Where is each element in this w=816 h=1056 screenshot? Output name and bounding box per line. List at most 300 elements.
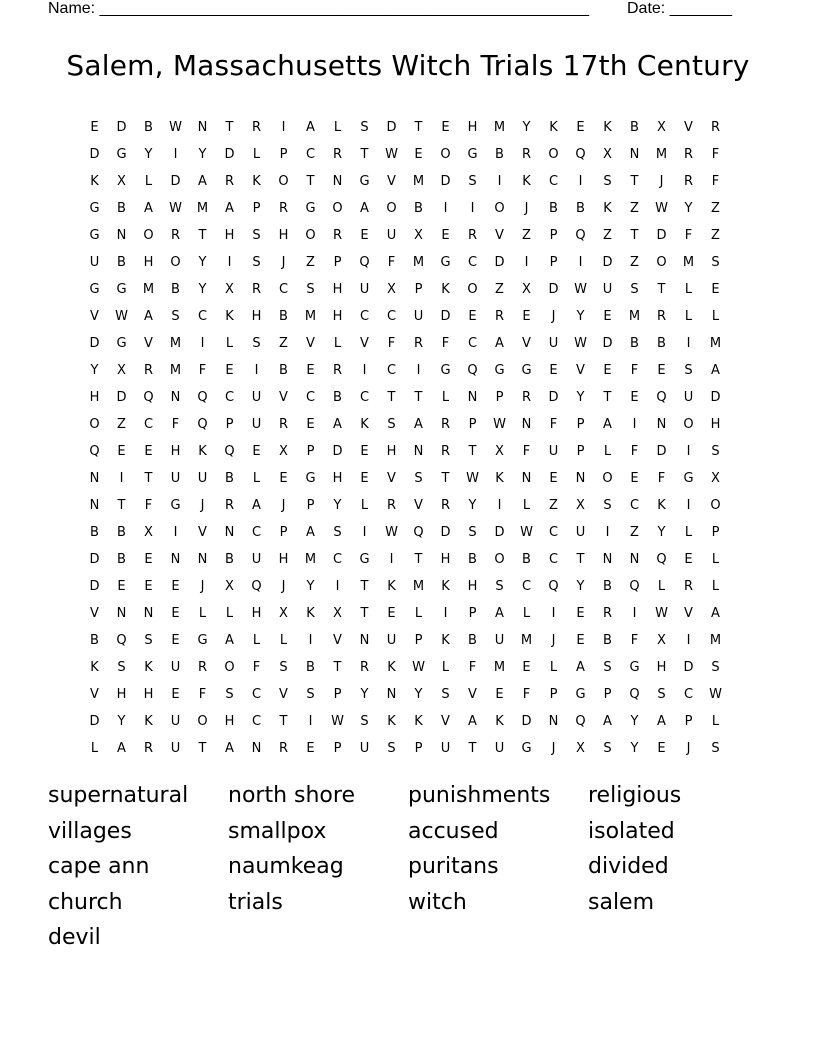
grid-letter: S (657, 687, 666, 702)
grid-letter: I (443, 606, 448, 621)
grid-letter: T (414, 552, 423, 567)
word-bank-item: salem (588, 889, 655, 915)
grid-letter: H (89, 390, 100, 405)
grid-letter: C (467, 255, 478, 270)
grid-letter: U (413, 309, 424, 324)
grid-letter: X (522, 282, 531, 297)
grid-letter: Y (117, 714, 126, 729)
grid-letter: U (602, 282, 613, 297)
grid-letter: I (308, 714, 313, 729)
grid-letter: K (522, 174, 531, 189)
grid-letter: K (198, 444, 207, 459)
grid-letter: K (414, 714, 423, 729)
word-bank-item: north shore (228, 783, 355, 808)
grid-letter: H (224, 714, 235, 729)
grid-letter: Z (630, 525, 639, 540)
grid-letter: Q (575, 147, 586, 162)
grid-letter: F (387, 255, 396, 270)
grid-letter: R (521, 147, 532, 162)
grid-letter: D (548, 282, 559, 297)
grid-letter: L (333, 120, 342, 135)
grid-letter: I (281, 120, 286, 135)
grid-letter: B (279, 363, 288, 378)
grid-letter: D (494, 255, 505, 270)
grid-letter: M (628, 309, 641, 324)
grid-letter: W (115, 309, 128, 324)
grid-letter: K (252, 174, 261, 189)
grid-letter: N (89, 498, 100, 513)
grid-letter: B (603, 633, 612, 648)
grid-letter: Z (711, 201, 720, 216)
grid-letter: K (441, 579, 450, 594)
grid-letter: V (441, 714, 450, 729)
grid-letter: Z (117, 417, 126, 432)
grid-letter: T (198, 228, 207, 243)
grid-letter: M (709, 336, 722, 351)
grid-letter: K (90, 174, 99, 189)
grid-letter: E (468, 309, 477, 324)
word-search-grid (81, 114, 729, 762)
grid-letter: Q (575, 228, 586, 243)
grid-letter: Q (575, 714, 586, 729)
grid-letter: K (387, 579, 396, 594)
grid-letter: N (629, 147, 640, 162)
grid-letter: T (279, 714, 288, 729)
grid-letter: C (332, 552, 343, 567)
grid-letter: E (306, 363, 315, 378)
word-bank-item: naumkeag (228, 854, 344, 879)
grid-letter: A (225, 201, 234, 216)
grid-letter: Z (495, 282, 504, 297)
grid-letter: G (305, 471, 316, 486)
grid-letter: I (119, 471, 124, 486)
grid-letter: S (495, 579, 504, 594)
grid-letter: I (470, 201, 475, 216)
grid-letter: C (548, 552, 559, 567)
grid-letter: P (549, 687, 558, 702)
grid-letter: Q (629, 687, 640, 702)
grid-letter: R (278, 417, 289, 432)
grid-letter: C (683, 687, 694, 702)
grid-letter: X (657, 120, 666, 135)
grid-letter: R (413, 336, 424, 351)
grid-letter: M (709, 633, 722, 648)
grid-letter: M (142, 282, 155, 297)
grid-letter: P (549, 255, 558, 270)
grid-letter: F (630, 633, 639, 648)
grid-letter: J (551, 741, 556, 756)
grid-letter: E (603, 363, 612, 378)
grid-letter: Y (90, 363, 99, 378)
grid-letter: R (332, 228, 343, 243)
grid-letter: Q (413, 525, 424, 540)
grid-letter: C (521, 579, 532, 594)
grid-letter: D (224, 147, 235, 162)
grid-letter: C (548, 174, 559, 189)
grid-letter: N (413, 444, 424, 459)
grid-letter: I (686, 444, 691, 459)
grid-letter: U (359, 741, 370, 756)
grid-letter: E (117, 579, 126, 594)
grid-letter: G (575, 687, 586, 702)
grid-letter: A (603, 714, 612, 729)
grid-letter: N (629, 552, 640, 567)
grid-letter: D (494, 525, 505, 540)
grid-letter: B (144, 120, 153, 135)
grid-letter: B (630, 120, 639, 135)
grid-letter: X (387, 282, 396, 297)
grid-letter: E (90, 120, 99, 135)
grid-letter: E (576, 606, 585, 621)
grid-letter: R (278, 201, 289, 216)
grid-letter: O (467, 282, 478, 297)
grid-letter: T (468, 444, 477, 459)
grid-letter: A (306, 120, 315, 135)
grid-letter: U (494, 741, 505, 756)
grid-letter: X (225, 282, 234, 297)
grid-letter: H (467, 579, 478, 594)
grid-letter: Q (251, 579, 262, 594)
grid-letter: H (332, 471, 343, 486)
grid-letter: L (252, 633, 261, 648)
grid-letter: F (684, 228, 693, 243)
grid-letter: V (360, 336, 369, 351)
grid-letter: H (251, 606, 262, 621)
grid-letter: L (522, 498, 531, 513)
grid-letter: V (522, 336, 531, 351)
grid-letter: I (308, 633, 313, 648)
grid-letter: F (657, 471, 666, 486)
grid-letter: O (494, 201, 505, 216)
grid-letter: G (521, 363, 532, 378)
grid-letter: P (576, 444, 585, 459)
grid-letter: L (360, 498, 369, 513)
grid-letter: A (360, 201, 369, 216)
grid-letter: D (89, 336, 100, 351)
grid-letter: E (441, 228, 450, 243)
grid-letter: R (656, 309, 667, 324)
word-bank-item: isolated (588, 818, 675, 844)
grid-letter: W (466, 471, 479, 486)
grid-letter: Y (657, 525, 666, 540)
grid-letter: P (549, 228, 558, 243)
grid-letter: E (630, 390, 639, 405)
grid-letter: A (144, 309, 153, 324)
grid-letter: E (549, 363, 558, 378)
grid-letter: N (575, 471, 586, 486)
grid-letter: P (333, 741, 342, 756)
grid-letter: Q (467, 363, 478, 378)
grid-letter: A (117, 741, 126, 756)
grid-letter: C (467, 336, 478, 351)
grid-letter: H (467, 120, 478, 135)
grid-letter: G (305, 201, 316, 216)
grid-letter: K (603, 120, 612, 135)
grid-letter: E (495, 687, 504, 702)
grid-letter: J (200, 498, 205, 513)
grid-letter: B (90, 633, 99, 648)
grid-letter: Z (603, 228, 612, 243)
grid-letter: Q (224, 444, 235, 459)
grid-letter: V (306, 336, 315, 351)
grid-letter: S (333, 525, 342, 540)
grid-letter: P (468, 606, 477, 621)
grid-letter: V (468, 687, 477, 702)
grid-letter: E (576, 120, 585, 135)
grid-letter: A (711, 606, 720, 621)
grid-letter: E (225, 363, 234, 378)
grid-letter: X (117, 174, 126, 189)
grid-letter: W (520, 525, 533, 540)
grid-letter: U (251, 417, 262, 432)
grid-letter: J (551, 309, 556, 324)
grid-letter: J (281, 498, 286, 513)
grid-letter: V (279, 390, 288, 405)
grid-letter: V (387, 471, 396, 486)
grid-letter: I (524, 255, 529, 270)
grid-letter: D (602, 336, 613, 351)
grid-letter: B (522, 552, 531, 567)
grid-letter: H (332, 282, 343, 297)
grid-letter: Y (684, 201, 693, 216)
grid-letter: N (197, 552, 208, 567)
grid-letter: A (468, 714, 477, 729)
grid-letter: X (117, 363, 126, 378)
grid-letter: E (279, 471, 288, 486)
grid-letter: G (467, 147, 478, 162)
grid-letter: N (89, 471, 100, 486)
grid-letter: D (89, 147, 100, 162)
grid-letter: Y (576, 309, 585, 324)
grid-letter: T (576, 552, 585, 567)
grid-letter: O (602, 471, 613, 486)
grid-letter: B (171, 282, 180, 297)
grid-letter: T (198, 741, 207, 756)
grid-letter: R (332, 147, 343, 162)
grid-letter: W (385, 525, 398, 540)
grid-letter: B (117, 525, 126, 540)
page-title: Salem, Massachusetts Witch Trials 17th Century (66, 49, 750, 82)
grid-letter: L (711, 552, 720, 567)
word-bank-item: trials (228, 889, 283, 915)
grid-letter: Z (522, 228, 531, 243)
grid-letter: D (89, 552, 100, 567)
grid-letter: L (711, 579, 720, 594)
grid-letter: P (711, 525, 720, 540)
grid-letter: D (440, 309, 451, 324)
grid-letter: P (279, 525, 288, 540)
grid-letter: V (198, 525, 207, 540)
grid-letter: G (89, 201, 100, 216)
grid-letter: E (522, 309, 531, 324)
grid-letter: M (682, 255, 695, 270)
grid-letter: Q (548, 579, 559, 594)
grid-letter: A (657, 714, 666, 729)
grid-letter: F (171, 417, 180, 432)
grid-letter: O (197, 714, 208, 729)
grid-letter: E (144, 552, 153, 567)
grid-letter: O (683, 417, 694, 432)
grid-letter: T (630, 228, 639, 243)
grid-letter: S (711, 660, 720, 675)
grid-letter: Y (576, 390, 585, 405)
grid-letter: S (603, 498, 612, 513)
grid-letter: S (279, 660, 288, 675)
grid-letter: B (414, 201, 423, 216)
grid-letter: Z (549, 498, 558, 513)
grid-letter: O (710, 498, 721, 513)
grid-letter: P (306, 444, 315, 459)
grid-letter: B (225, 552, 234, 567)
grid-letter: F (549, 417, 558, 432)
grid-letter: B (603, 579, 612, 594)
grid-letter: I (200, 336, 205, 351)
grid-letter: E (441, 120, 450, 135)
grid-letter: H (656, 660, 667, 675)
grid-letter: B (90, 525, 99, 540)
grid-letter: Q (656, 390, 667, 405)
grid-letter: K (387, 714, 396, 729)
grid-letter: H (440, 552, 451, 567)
grid-letter: A (144, 201, 153, 216)
grid-letter: U (386, 228, 397, 243)
grid-letter: K (495, 471, 504, 486)
grid-letter: C (251, 525, 262, 540)
grid-letter: H (170, 444, 181, 459)
grid-letter: J (551, 633, 556, 648)
grid-letter: M (493, 660, 506, 675)
grid-letter: W (169, 120, 182, 135)
grid-letter: I (578, 174, 583, 189)
grid-letter: G (116, 336, 127, 351)
grid-letter: L (684, 309, 693, 324)
grid-letter: F (144, 498, 153, 513)
grid-letter: N (332, 174, 343, 189)
grid-letter: D (116, 390, 127, 405)
grid-letter: W (709, 687, 722, 702)
grid-letter: Y (468, 498, 477, 513)
grid-letter: S (252, 255, 261, 270)
grid-letter: U (575, 525, 586, 540)
grid-letter: O (494, 552, 505, 567)
grid-letter: U (548, 444, 559, 459)
grid-letter: W (412, 660, 425, 675)
grid-letter: O (278, 174, 289, 189)
grid-letter: L (684, 525, 693, 540)
word-bank-item: devil (48, 925, 101, 950)
grid-letter: I (443, 201, 448, 216)
grid-letter: D (440, 525, 451, 540)
grid-letter: Z (279, 336, 288, 351)
grid-letter: T (360, 606, 369, 621)
grid-letter: X (603, 147, 612, 162)
grid-letter: L (684, 282, 693, 297)
grid-letter: U (359, 282, 370, 297)
grid-letter: S (684, 363, 693, 378)
grid-letter: E (360, 444, 369, 459)
grid-letter: S (630, 282, 639, 297)
grid-letter: J (281, 579, 286, 594)
grid-letter: W (331, 714, 344, 729)
grid-letter: B (630, 336, 639, 351)
grid-letter: N (170, 552, 181, 567)
grid-letter: Y (630, 714, 639, 729)
grid-letter: I (173, 147, 178, 162)
grid-letter: F (711, 147, 720, 162)
grid-letter: H (278, 552, 289, 567)
grid-letter: C (305, 147, 316, 162)
grid-letter: A (198, 174, 207, 189)
grid-letter: J (524, 201, 529, 216)
word-bank-item: puritans (408, 854, 499, 879)
grid-letter: E (603, 309, 612, 324)
grid-letter: S (468, 174, 477, 189)
grid-letter: S (225, 687, 234, 702)
grid-letter: C (386, 309, 397, 324)
grid-letter: J (281, 255, 286, 270)
grid-letter: L (225, 336, 234, 351)
grid-letter: Q (143, 390, 154, 405)
grid-letter: A (252, 498, 261, 513)
grid-letter: D (116, 120, 127, 135)
grid-letter: S (306, 687, 315, 702)
grid-letter: Q (197, 417, 208, 432)
grid-letter: V (90, 606, 99, 621)
grid-letter: S (117, 660, 126, 675)
grid-letter: R (386, 498, 397, 513)
grid-letter: M (493, 120, 506, 135)
grid-letter: X (711, 471, 720, 486)
grid-letter: T (441, 471, 450, 486)
grid-letter: E (171, 687, 180, 702)
grid-letter: C (278, 282, 289, 297)
grid-letter: U (494, 633, 505, 648)
grid-letter: B (306, 660, 315, 675)
grid-letter: N (197, 120, 208, 135)
grid-letter: Y (333, 498, 342, 513)
grid-letter: Z (306, 255, 315, 270)
grid-letter: F (468, 660, 477, 675)
grid-letter: P (414, 282, 423, 297)
grid-letter: U (386, 633, 397, 648)
word-bank-item: cape ann (48, 854, 150, 879)
grid-letter: N (143, 606, 154, 621)
word-bank (48, 780, 768, 958)
grid-letter: V (684, 606, 693, 621)
grid-letter: L (603, 444, 612, 459)
grid-letter: I (632, 417, 637, 432)
grid-letter: I (578, 255, 583, 270)
grid-letter: K (144, 714, 153, 729)
grid-letter: F (630, 363, 639, 378)
grid-letter: N (116, 228, 127, 243)
grid-letter: X (576, 741, 585, 756)
grid-letter: U (683, 390, 694, 405)
grid-letter: P (576, 417, 585, 432)
grid-letter: R (494, 309, 505, 324)
grid-letter: E (171, 579, 180, 594)
grid-letter: M (169, 363, 182, 378)
name-field-label: Name: _______________________________________________________ (48, 0, 589, 17)
grid-letter: T (360, 147, 369, 162)
grid-letter: U (251, 552, 262, 567)
grid-letter: Y (414, 687, 423, 702)
grid-letter: I (605, 525, 610, 540)
grid-letter: A (495, 336, 504, 351)
grid-letter: C (251, 687, 262, 702)
grid-letter: Q (629, 579, 640, 594)
grid-letter: G (629, 660, 640, 675)
